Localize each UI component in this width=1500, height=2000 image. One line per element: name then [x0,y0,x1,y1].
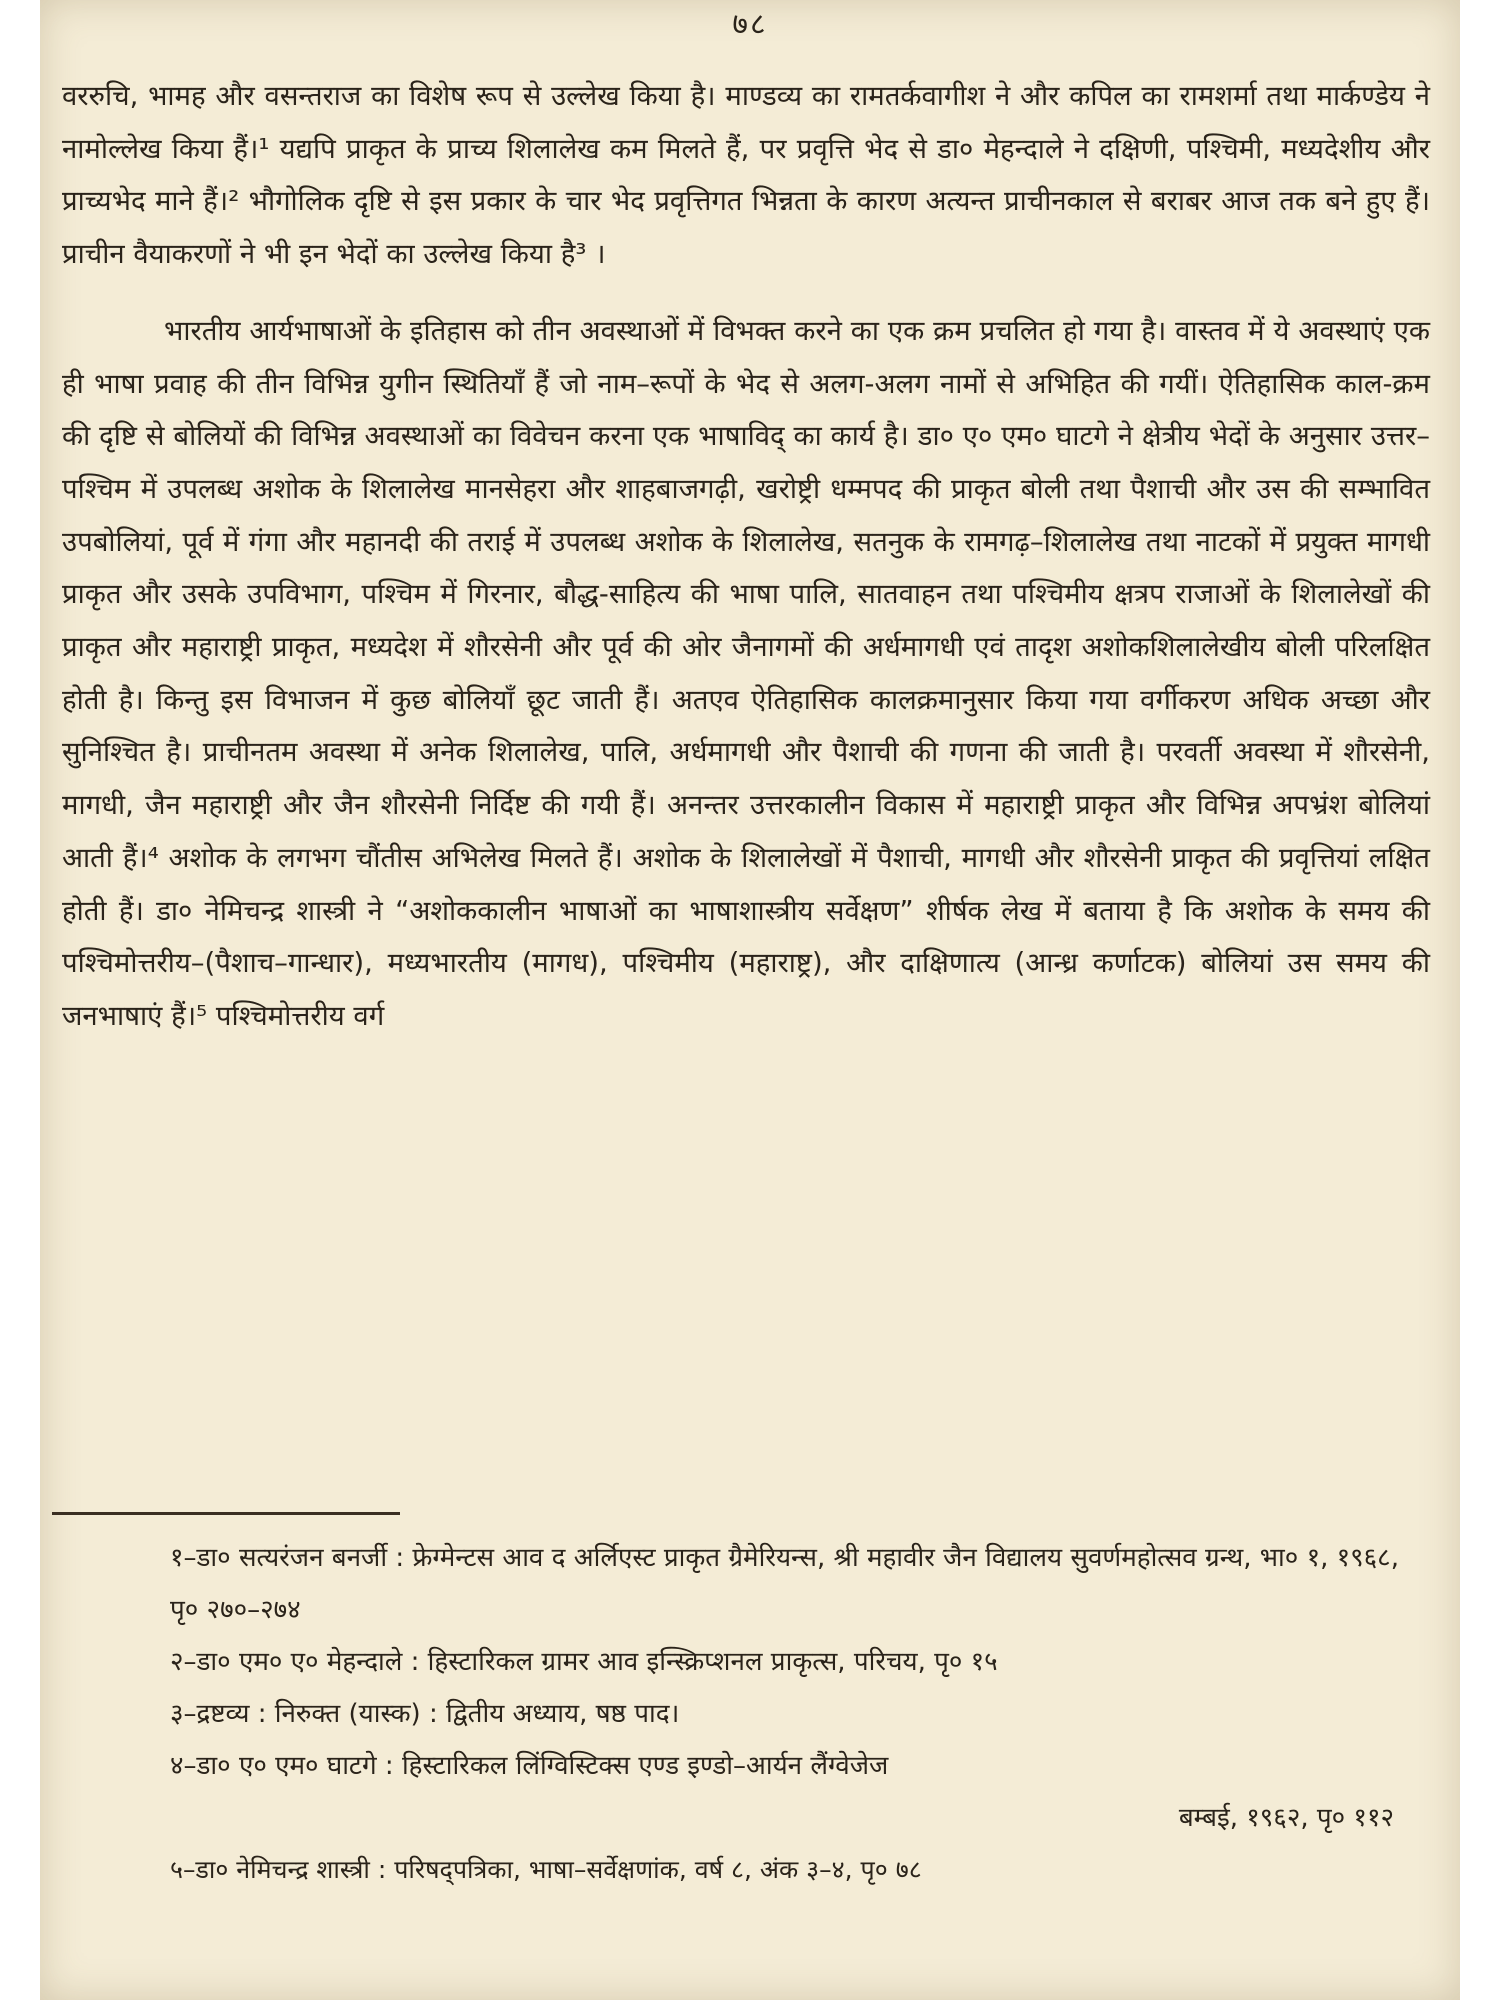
paragraph-1: वररुचि, भामह और वसन्तराज का विशेष रूप से उल्लेख किया है। माण्डव्य का रामतर्कवागीश ने और कपिल का रामशर्मा तथा मार्कण्डेय ने नामोल्लेख किया हैं।¹ यद्यपि प्राकृत के प्राच्य शिलालेख कम मिलते हैं, पर प्रवृत्ति भेद से डा० मेहन्दाले ने दक्षिणी, पश्चिमी, मध्यदेशीय और प्राच्यभेद माने हैं।² भौगोलिक दृष्टि से इस प्रकार के चार भेद प्रवृत्तिगत भिन्नता के कारण अत्यन्त प्राचीनकाल से बराबर आज तक बने हुए हैं। प्राचीन वैयाकरणों ने भी इन भेदों का उल्लेख किया है³ । [62,80,1430,271]
footnote-1 [62,1532,1430,1636]
footnote-3-text: ३–द्रष्टव्य : निरुक्त (यास्क) : द्वितीय अध्याय, षष्ठ पाद। [170,1699,680,1729]
paragraph-2: भारतीय आर्यभाषाओं के इतिहास को तीन अवस्थाओं में विभक्त करने का एक क्रम प्रचलित हो गया है। वास्तव में ये अवस्थाएं एक ही भाषा प्रवाह की तीन विभिन्न युगीन स्थितियाँ हैं जो नाम–रूपों के भेद से अलग-अलग नामों से अभिहित की गयीं। ऐतिहासिक काल-क्रम की दृष्टि से बोलियों की विभिन्न अवस्थाओं का विवेचन करना एक भाषाविद् का कार्य है। डा० ए० एम० घाटगे ने क्षेत्रीय भेदों के अनुसार उत्तर–पश्चिम में उपलब्ध अशोक के शिलालेख मानसेहरा और शाहबाजगढ़ी, खरोष्ट्री धम्मपद की प्राकृत बोली तथा पैशाची और उस की सम्भावित उपबोलियां, पूर्व में गंगा और महानदी की तराई में उपलब्ध अशोक के शिलालेख, सतनुक के रामगढ़–शिलालेख तथा नाटकों में प्रयुक्त मागधी प्राकृत और उसके उपविभाग, पश्चिम में गिरनार, बौद्ध-साहित्य की भाषा पालि, सातवाहन तथा पश्चिमीय क्षत्रप राजाओं के शिलालेखों की प्राकृत और महाराष्ट्री प्राकृत, मध्यदेश में शौरसेनी और पूर्व की ओर जैनागमों की अर्धमागधी एवं तादृश अशोकशिलालेखीय बोली परिलक्षित होती है। किन्तु इस विभाजन में कुछ बोलियाँ छूट जाती हैं। अतएव ऐतिहासिक कालक्रमानुसार किया गया वर्गीकरण अधिक अच्छा और सुनिश्चित है। प्राचीनतम अवस्था में अनेक शिलालेख, पालि, अर्धमागधी और पैशाची की गणना की जाती है। परवर्ती अवस्था में शौरसेनी, मागधी, जैन महाराष्ट्री और जैन शौरसेनी निर्दिष्ट की गयी हैं। अनन्तर उत्तरकालीन विकास में महाराष्ट्री प्राकृत और विभिन्न अपभ्रंश बोलियां आती हैं।⁴ अशोक के लगभग चौंतीस अभिलेख मिलते हैं। अशोक के शिलालेखों में पैशाची, मागधी और शौरसेनी प्राकृत की प्रवृत्तियां लक्षित होती हैं। डा० नेमिचन्द्र शास्त्री ने “अशोककालीन भाषाओं का भाषाशास्त्रीय सर्वेक्षण” शीर्षक लेख में बताया है कि अशोक के समय की पश्चिमोत्तरीय–(पैशाच–गान्धार), मध्यभारतीय (मागध), पश्चिमीय (महाराष्ट्र), और दाक्षिणात्य (आन्ध्र कर्णाटक) बोलियां उस समय की जनभाषाएं हैं।⁵ पश्चिमोत्तरीय वर्ग [62,314,1430,1032]
page-number: ७८ [732,7,768,42]
footnote-4 [62,1740,1430,1844]
footnote-2-text: २–डा० एम० ए० मेहन्दाले : हिस्टारिकल ग्रामर आव इन्स्क्रिप्शनल प्राकृत्स, परिचय, पृ० १५ [170,1647,998,1677]
book-page [40,0,1460,2000]
footnote-5-text: ५–डा० नेमिचन्द्र शास्त्री : परिषद्पत्रिका, भाषा–सर्वेक्षणांक, वर्ष ८, अंक ३–४, पृ० ७८ [170,1855,922,1884]
footnote-1-text: १–डा० सत्यरंजन बनर्जी : फ्रेग्मेन्टस आव द अर्लिएस्ट प्राकृत ग्रैमेरियन्स, श्री महावीर जैन विद्यालय सुवर्णमहोत्सव ग्रन्थ, भा० १, १९६८, पृ० २७०–२७४ [170,1543,1399,1625]
footnote-4-text: ४–डा० ए० एम० घाटगे : हिस्टारिकल लिंग्विस्टिक्स एण्ड इण्डो–आर्यन लैंग्वेजेज [170,1751,889,1781]
footnote-2 [62,1636,1430,1688]
footnote-4-continuation: बम्बई, १९६२, पृ० ११२ [1178,1803,1394,1833]
footnote-divider [52,1512,400,1515]
main-text [62,70,1430,1043]
footnotes [62,1532,1430,1896]
footnote-5 [62,1844,1430,1896]
footnote-3 [62,1688,1430,1740]
